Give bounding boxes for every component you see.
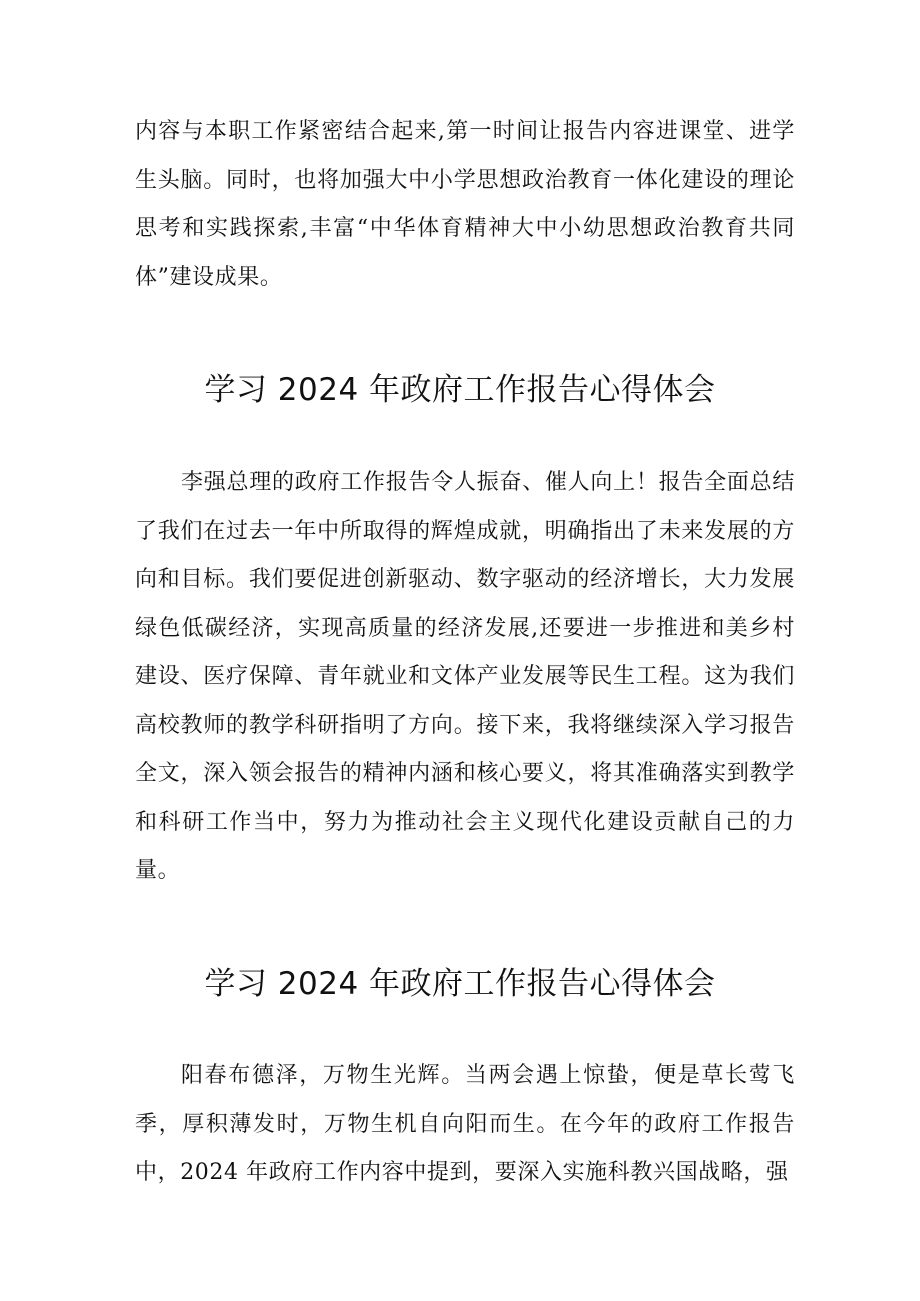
paragraph-body: 李强总理的政府工作报告令人振奋、催人向上！报告全面总结了我们在过去一年中所取得的辉煌成就，明确指出了未来发展的方向和目标。我们要促进创新驱动、数字驱动的经济增长，大力发展绿色低碳经济，实现高质量的经济发展,还要进一步推进和美乡村建设、医疗保障、青年就业和文体产业发展等民生工程。这为我们高校教师的教学科研指明了方向。接下来，我将继续深入学习报告全文，深入领会报告的精神内涵和核心要义，将其准确落实到教学和科研工作当中，努力为推动社会主义现代化建设贡献自己的力量。 [135, 470, 795, 883]
paragraph-continuation: 内容与本职工作紧密结合起来,第一时间让报告内容进课堂、进学生头脑。同时，也将加强大中小学思想政治教育一体化建设的理论思考和实践探索,丰富“中华体育精神大中小幼思想政治教育共同体”建设成果。 [135, 119, 795, 290]
paragraph-body: 阳春布德泽，万物生光辉。当两会遇上惊蛰，便是草长莺飞季，厚积薄发时，万物生机自向阳而生。在今年的政府工作报告中，2024 年政府工作内容中提到，要深入实施科教兴国战略，强 [135, 1063, 795, 1185]
section-heading: 学习 2024 年政府工作报告心得体会 [204, 966, 716, 1002]
section-heading: 学习 2024 年政府工作报告心得体会 [204, 372, 716, 408]
